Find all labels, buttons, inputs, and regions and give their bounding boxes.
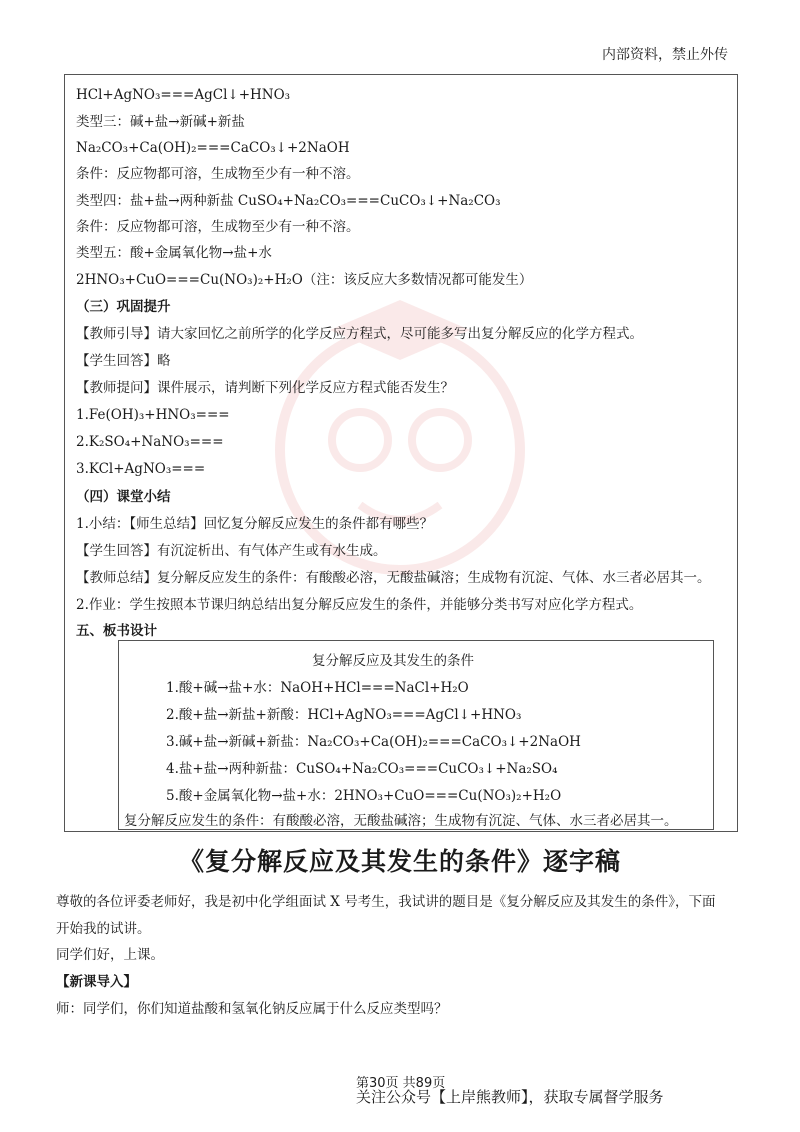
board-item-4: 4.盐+盐→两种新盐：CuSO₄+Na₂CO₃===CuCO₃↓+Na₂SO₄ xyxy=(166,761,558,777)
content-line-14: 2.K₂SO₄+NaNO₃=== xyxy=(76,434,224,450)
section-heading-intro: 【新课导入】 xyxy=(56,974,137,990)
section-heading-consolidation: （三）巩固提升 xyxy=(76,299,171,315)
section-heading-summary: （四）课堂小结 xyxy=(76,489,171,505)
board-summary: 复分解反应发生的条件：有酸酸必溶，无酸盐碱溶；生成物有沉淀、气体、水三者必居其一。 xyxy=(124,813,678,829)
content-line-7: 类型五：酸+金属氧化物→盐+水 xyxy=(76,245,272,261)
board-item-3: 3.碱+盐→新碱+新盐：Na₂CO₃+Ca(OH)₂===CaCO₃↓+2NaOH xyxy=(166,734,581,750)
content-line-5: 类型四：盐+盐→两种新盐 CuSO₄+Na₂CO₃===CuCO₃↓+Na₂CO₃ xyxy=(76,193,501,209)
transcript-title: 《复分解反应及其发生的条件》逐字稿 xyxy=(178,847,621,876)
content-line-11: 【学生回答】略 xyxy=(76,353,171,369)
content-line-8: 2HNO₃+CuO===Cu(NO₃)₂+H₂O（注：该反应大多数情况都可能发生） xyxy=(76,272,533,288)
content-line-19: 【教师总结】复分解反应发生的条件：有酸酸必溶，无酸盐碱溶；生成物有沉淀、气体、水三者必居其一。 xyxy=(76,570,711,586)
content-line-4: 条件：反应物都可溶，生成物至少有一种不溶。 xyxy=(76,166,360,182)
board-item-1: 1.酸+碱→盐+水：NaOH+HCl===NaCl+H₂O xyxy=(166,680,469,696)
content-line-18: 【学生回答】有沉淀析出、有气体产生或有水生成。 xyxy=(76,543,387,559)
section-heading-board-design: 五、板书设计 xyxy=(76,623,157,639)
board-item-5: 5.酸+金属氧化物→盐+水：2HNO₃+CuO===Cu(NO₃)₂+H₂O xyxy=(166,788,562,804)
content-line-6: 条件：反应物都可溶，生成物至少有一种不溶。 xyxy=(76,219,360,235)
content-line-10: 【教师引导】请大家回忆之前所学的化学反应方程式，尽可能多写出复分解反应的化学方程式。 xyxy=(76,326,643,342)
content-line-2: 类型三：碱+盐→新碱+新盐 xyxy=(76,114,245,130)
header-note: 内部资料，禁止外传 xyxy=(602,47,728,63)
content-line-20: 2.作业：学生按照本节课归纳总结出复分解反应发生的条件，并能够分类书写对应化学方程式。 xyxy=(76,597,643,613)
content-line-12: 【教师提问】课件展示，请判断下列化学反应方程式能否发生？ xyxy=(76,380,454,396)
paragraph-3: 同学们好，上课。 xyxy=(56,947,164,963)
content-line-3: Na₂CO₃+Ca(OH)₂===CaCO₃↓+2NaOH xyxy=(76,140,350,156)
paragraph-1: 尊敬的各位评委老师好，我是初中化学组面试 X 号考生，我试讲的题目是《复分解反应及其发生的条件》，下面 xyxy=(56,894,716,910)
content-line-13: 1.Fe(OH)₃+HNO₃=== xyxy=(76,407,230,423)
page-number: 第30页 共89页 xyxy=(356,1076,446,1091)
board-title: 复分解反应及其发生的条件 xyxy=(312,653,474,669)
promo-footer: 关注公众号【上岸熊教师】，获取专属督学服务 xyxy=(356,1088,664,1106)
board-item-2: 2.酸+盐→新盐+新酸：HCl+AgNO₃===AgCl↓+HNO₃ xyxy=(166,707,522,723)
paragraph-5: 师：同学们，你们知道盐酸和氢氧化钠反应属于什么反应类型吗？ xyxy=(56,1001,448,1017)
content-line-17: 1.小结：【师生总结】回忆复分解反应发生的条件都有哪些？ xyxy=(76,516,434,532)
content-line-15: 3.KCl+AgNO₃=== xyxy=(76,461,206,477)
content-line-1: HCl+AgNO₃===AgCl↓+HNO₃ xyxy=(76,87,291,103)
paragraph-2: 开始我的试讲。 xyxy=(56,921,151,937)
